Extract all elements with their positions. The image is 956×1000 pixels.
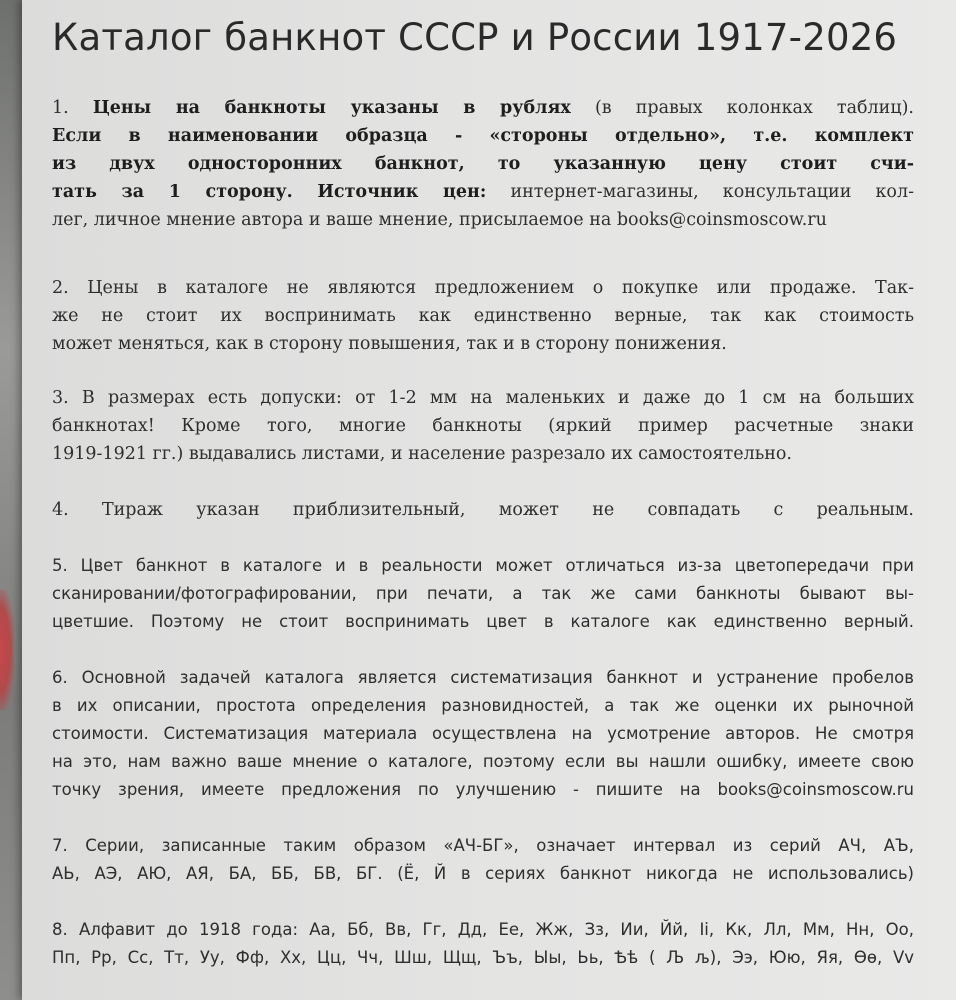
paragraph-8-line: Пп, Рр, Сс, Тт, Уу, Фф, Хх, Цц, Чч, Шш, Щщ, Ъъ, Ыы, Ьь, Ѣѣ ( Љ љ), Ээ, Юю, Яя, Ѳѳ, Vv	[52, 948, 914, 967]
paragraph-7-line: АЬ, АЭ, АЮ, АЯ, БА, ББ, БВ, БГ. (Ё, Й в сериях банкнот никогда не использовались)	[52, 864, 914, 883]
paragraph-1-line	[52, 94, 914, 122]
paragraph-7	[52, 832, 914, 888]
paragraph-text: (в правых колонках таблиц).	[594, 98, 914, 118]
bold-text: Цены на банкноты указаны в рублях	[92, 98, 571, 118]
paragraph-3	[52, 384, 914, 468]
bold-text: тать за 1 сторону. Источник цен:	[52, 182, 487, 202]
paragraph-3-line: 1919-1921 гг.) выдавались листами, и население разрезало их самостоятельно.	[52, 444, 792, 464]
paragraph-4-line: 4. Тираж указан приблизительный, может не совпадать с реальным.	[52, 500, 914, 520]
bold-text: Если в наименовании образца - «стороны отдельно», т.е. комплект	[52, 126, 914, 146]
paragraph-5	[52, 552, 914, 636]
paragraph-1-line	[52, 206, 914, 234]
paragraph-8	[52, 916, 914, 972]
paragraph-7-line: 7. Серии, записанные таким образом «АЧ-БГ», означает интервал из серий АЧ, АЪ,	[52, 836, 914, 855]
paragraph-5-line: цветшие. Поэтому не стоит воспринимать цвет в каталоге как единственно верный.	[52, 612, 914, 631]
paragraph-text: интернет-магазины, консультации кол-	[510, 182, 914, 202]
paragraph-5-line: 5. Цвет банкнот в каталоге и в реальности может отличаться из-за цветопередачи при	[52, 556, 914, 575]
paragraph-2-line: 2. Цены в каталоге не являются предложением о покупке или продаже. Так-	[52, 278, 914, 298]
paragraph-1	[52, 94, 914, 234]
background-edge	[0, 0, 22, 1000]
paragraph-6-line: стоимости. Систематизация материала осуществлена на усмотрение авторов. Не смотря	[52, 724, 914, 743]
paragraph-6-line: в их описании, простота определения разновидностей, а так же оценки их рыночной	[52, 696, 914, 715]
paragraph-4	[52, 496, 914, 524]
paragraph-1-line	[52, 122, 914, 150]
paragraph-5-line: сканировании/фотографировании, при печати, а так же сами банкноты бывают вы-	[52, 584, 914, 603]
item-number: 1.	[52, 98, 69, 118]
paragraph-6-line: на это, нам важно ваше мнение о каталоге, поэтому если вы нашли ошибку, имеете свою	[52, 752, 914, 771]
page-title: Каталог банкнот СССР и России 1917-2026	[52, 16, 898, 59]
paragraph-3-line: банкнотах! Кроме того, многие банкноты (яркий пример расчетные знаки	[52, 416, 914, 436]
paragraph-1-line	[52, 178, 914, 206]
paragraph-3-line: 3. В размерах есть допуски: от 1-2 мм на маленьких и даже до 1 см на больших	[52, 388, 914, 408]
paragraph-6-line: точку зрения, имеете предложения по улучшению - пишите на books@coinsmoscow.ru	[52, 780, 914, 799]
paragraph-2	[52, 274, 914, 358]
paragraph-6	[52, 664, 914, 804]
paragraph-6-line: 6. Основной задачей каталога является систематизация банкнот и устранение пробелов	[52, 668, 914, 687]
paragraph-8-line: 8. Алфавит до 1918 года: Аа, Бб, Вв, Гг, Дд, Ее, Жж, Зз, Ии, Йй, Іі, Кк, Лл, Мм, Нн, Оо,	[52, 920, 914, 939]
background-object	[0, 590, 14, 710]
paragraph-2-line: же не стоит их воспринимать как единственно верные, так как стоимость	[52, 306, 914, 326]
bold-text: из двух односторонних банкнот, то указанную цену стоит счи-	[52, 154, 914, 174]
paragraph-text: лег, личное мнение автора и ваше мнение, присылаемое на books@coinsmoscow.ru	[52, 210, 827, 230]
document-page	[22, 0, 956, 1000]
paragraph-1-line	[52, 150, 914, 178]
paragraph-2-line: может меняться, как в сторону повышения, так и в сторону понижения.	[52, 334, 727, 354]
